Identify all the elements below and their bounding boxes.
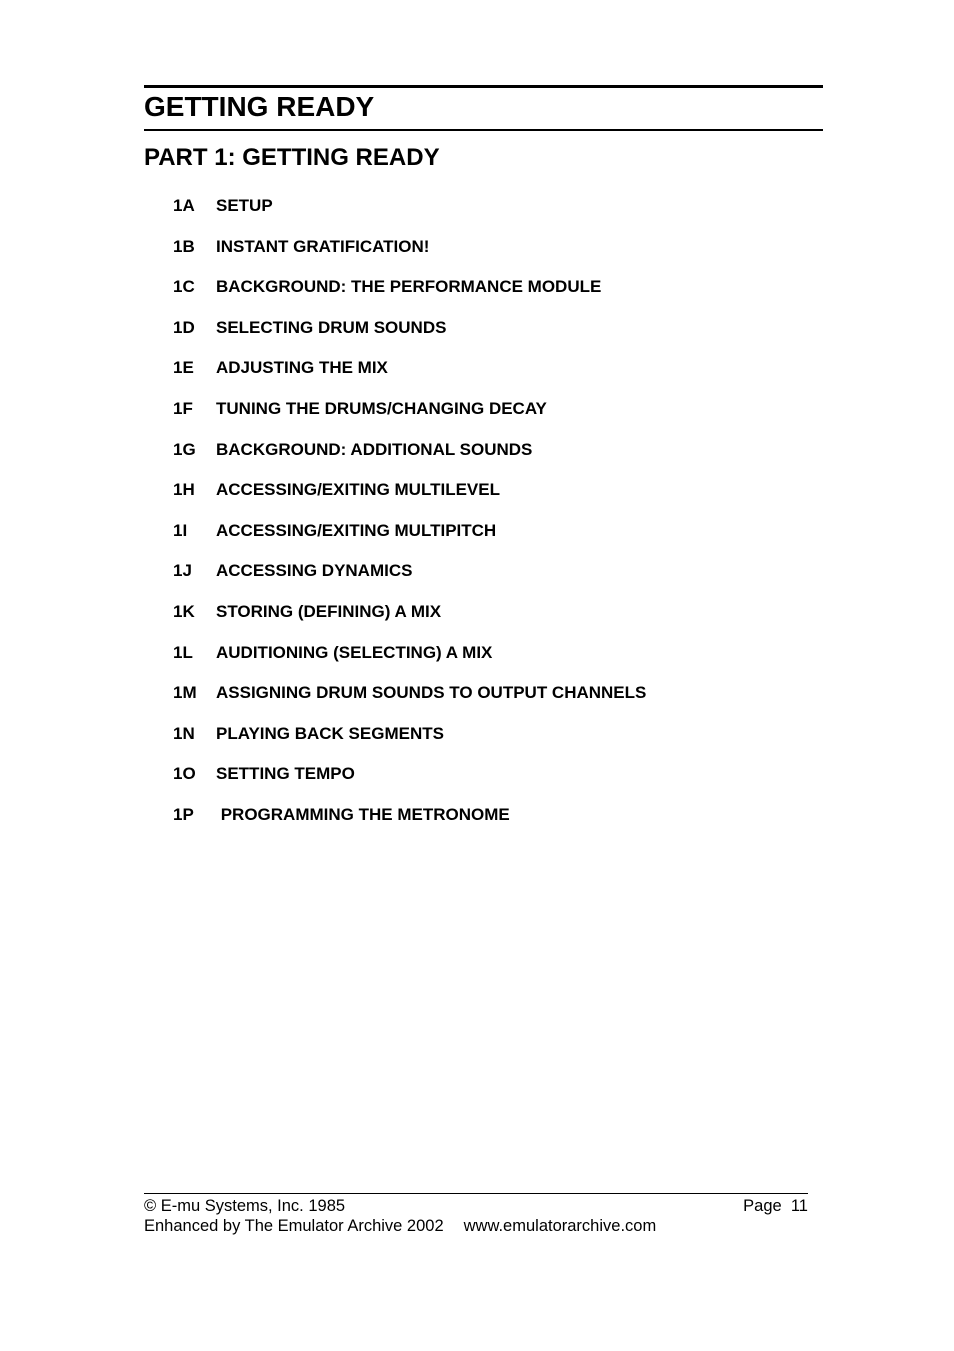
toc-label: SETUP: [216, 196, 273, 215]
toc-code: 1O: [173, 764, 196, 784]
footer-enhanced: Enhanced by The Emulator Archive 2002: [144, 1217, 444, 1235]
toc-label: TUNING THE DRUMS/CHANGING DECAY: [216, 398, 547, 418]
toc-label: ADJUSTING THE MIX: [216, 358, 388, 378]
toc-code: 1J: [173, 561, 192, 581]
chapter-rule-bottom: [144, 129, 823, 131]
toc-label: PLAYING BACK SEGMENTS: [216, 723, 444, 743]
chapter-rule-top: [144, 85, 823, 88]
toc-item: [173, 682, 646, 723]
toc-item: [173, 601, 646, 642]
toc-code: 1N: [173, 723, 195, 743]
toc-code: 1K: [173, 601, 195, 621]
toc-code: 1D: [173, 317, 195, 337]
toc-item: [173, 276, 646, 317]
toc-item: [173, 439, 646, 480]
toc-item: [173, 398, 646, 439]
toc-item: [173, 642, 646, 683]
toc-label: SETTING TEMPO: [216, 764, 355, 784]
footer-website: www.emulatorarchive.com: [463, 1217, 657, 1235]
toc-code: 1I: [173, 520, 188, 540]
part-title: PART 1: GETTING READY: [144, 144, 440, 171]
toc-code: 1B: [173, 236, 195, 256]
footer-row-2: [144, 1216, 810, 1236]
toc-code: 1H: [173, 480, 195, 500]
toc-code: 1M: [173, 683, 197, 703]
toc-code: 1L: [173, 642, 193, 662]
toc-code: 1P: [173, 804, 194, 824]
toc-code: 1E: [173, 358, 194, 378]
toc-label: ACCESSING/EXITING MULTIPITCH: [216, 520, 497, 540]
toc-item: [173, 560, 646, 601]
toc-code: 1F: [173, 398, 193, 418]
toc-item: [173, 520, 646, 561]
toc-code: 1A: [173, 196, 195, 215]
toc-code: 1C: [173, 277, 195, 297]
page-footer: [144, 1196, 810, 1236]
footer-rule: [144, 1193, 808, 1194]
toc-item: [173, 479, 646, 520]
chapter-title: GETTING READY: [144, 91, 375, 122]
toc-label: STORING (DEFINING) A MIX: [216, 601, 442, 621]
toc-label: SELECTING DRUM SOUNDS: [216, 317, 447, 337]
toc-label: ACCESSING DYNAMICS: [216, 561, 413, 581]
toc-item: [173, 195, 646, 236]
toc-item: [173, 357, 646, 398]
toc-code: 1G: [173, 439, 196, 459]
toc-label: AUDITIONING (SELECTING) A MIX: [216, 642, 493, 662]
footer-page-number: Page 11: [743, 1197, 808, 1215]
toc-label: ACCESSING/EXITING MULTILEVEL: [216, 480, 500, 500]
toc-label: ASSIGNING DRUM SOUNDS TO OUTPUT CHANNELS: [216, 683, 647, 703]
footer-copyright: © E-mu Systems, Inc. 1985: [144, 1197, 346, 1215]
toc-item: [173, 723, 646, 764]
toc-item: [173, 317, 646, 358]
table-of-contents: [173, 195, 646, 845]
toc-label: INSTANT GRATIFICATION!: [216, 236, 430, 256]
toc-item: [173, 763, 646, 804]
toc-item: [173, 804, 646, 845]
footer-row-1: [144, 1196, 810, 1216]
toc-item: [173, 236, 646, 277]
toc-label: PROGRAMMING THE METRONOME: [216, 804, 510, 824]
toc-label: BACKGROUND: THE PERFORMANCE MODULE: [216, 277, 602, 297]
toc-label: BACKGROUND: ADDITIONAL SOUNDS: [216, 439, 533, 459]
